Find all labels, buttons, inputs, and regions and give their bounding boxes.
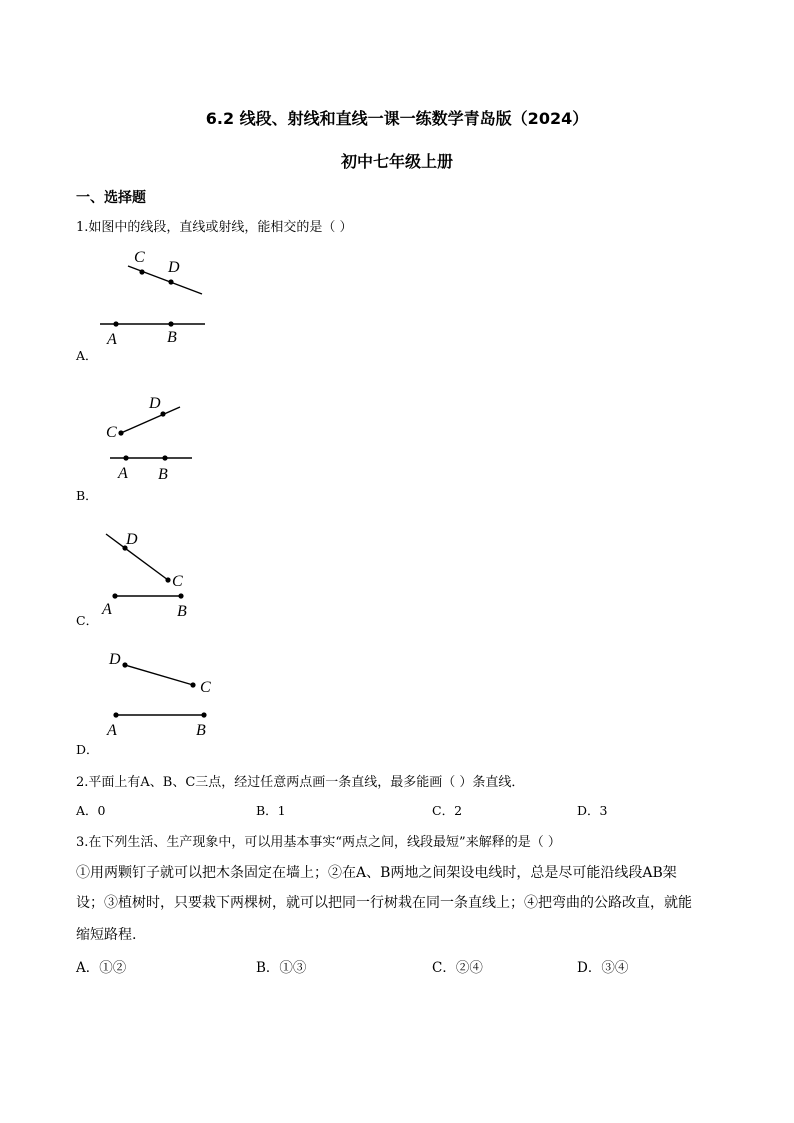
point-a xyxy=(113,321,118,326)
option-c-label: C． xyxy=(76,613,99,628)
point-c xyxy=(190,682,195,687)
label-a: A xyxy=(118,465,128,482)
point-d xyxy=(122,662,127,667)
point-c xyxy=(118,430,123,435)
point-b xyxy=(178,593,183,598)
label-d: D xyxy=(109,651,121,668)
q2-option-c: C．2 xyxy=(432,803,463,818)
option-b-label: B． xyxy=(76,488,98,503)
page-subtitle: 初中七年级上册 xyxy=(340,152,453,171)
q2-option-a: A．0 xyxy=(76,803,106,818)
point-c xyxy=(165,577,170,582)
q2-option-d: D．3 xyxy=(577,803,608,818)
q3-option-a: A．①② xyxy=(76,960,127,976)
section-heading: 一、选择题 xyxy=(76,190,146,206)
point-b xyxy=(201,712,206,717)
label-c: C xyxy=(106,424,117,441)
page-title: 6.2 线段、射线和直线一课一练数学青岛版（2024） xyxy=(205,109,589,128)
option-a-label: A． xyxy=(76,348,98,363)
label-b: B xyxy=(196,722,206,739)
label-b: B xyxy=(158,466,168,483)
q3-option-d: D．③④ xyxy=(577,960,629,976)
question-3-line-3: 缩短路程. xyxy=(76,927,137,943)
label-d: D xyxy=(149,395,161,412)
point-a xyxy=(123,455,128,460)
question-3-line-2: 设；③植树时，只要栽下两棵树，就可以把同一行树栽在同一条直线上；④把弯曲的公路改直，就能 xyxy=(76,895,692,911)
point-c xyxy=(139,269,144,274)
point-a xyxy=(113,712,118,717)
point-d xyxy=(160,411,165,416)
q2-option-b: B．1 xyxy=(256,803,286,818)
q3-option-b: B．①③ xyxy=(256,960,307,976)
point-d xyxy=(168,279,173,284)
point-b xyxy=(162,455,167,460)
line-cd xyxy=(128,266,202,294)
label-c: C xyxy=(172,573,183,590)
label-c: C xyxy=(134,249,145,266)
segment-dc xyxy=(125,665,193,685)
label-b: B xyxy=(177,603,187,620)
figure-c xyxy=(96,524,216,624)
question-1-stem: 1.如图中的线段，直线或射线，能相交的是（ ） xyxy=(76,220,353,235)
figure-d xyxy=(96,644,226,744)
option-d-label: D． xyxy=(76,742,99,757)
point-a xyxy=(112,593,117,598)
question-2-stem: 2.平面上有A、B、C三点，经过任意两点画一条直线，最多能画（ ）条直线． xyxy=(76,775,525,790)
label-c: C xyxy=(200,679,211,696)
q3-option-c: C．②④ xyxy=(432,960,483,976)
label-a: A xyxy=(107,722,117,739)
label-d: D xyxy=(168,259,180,276)
label-b: B xyxy=(167,329,177,346)
label-d: D xyxy=(126,531,138,548)
figure-a xyxy=(96,244,216,348)
label-a: A xyxy=(102,601,112,618)
label-a: A xyxy=(107,331,117,348)
question-3-line-1: ①用两颗钉子就可以把木条固定在墙上；②在A、B两地之间架设电线时，总是尽可能沿线段AB架 xyxy=(76,865,677,881)
question-3-stem: 3.在下列生活、生产现象中，可以用基本事实“两点之间，线段最短”来解释的是（ ） xyxy=(76,835,561,850)
figure-b xyxy=(96,388,216,488)
point-b xyxy=(168,321,173,326)
